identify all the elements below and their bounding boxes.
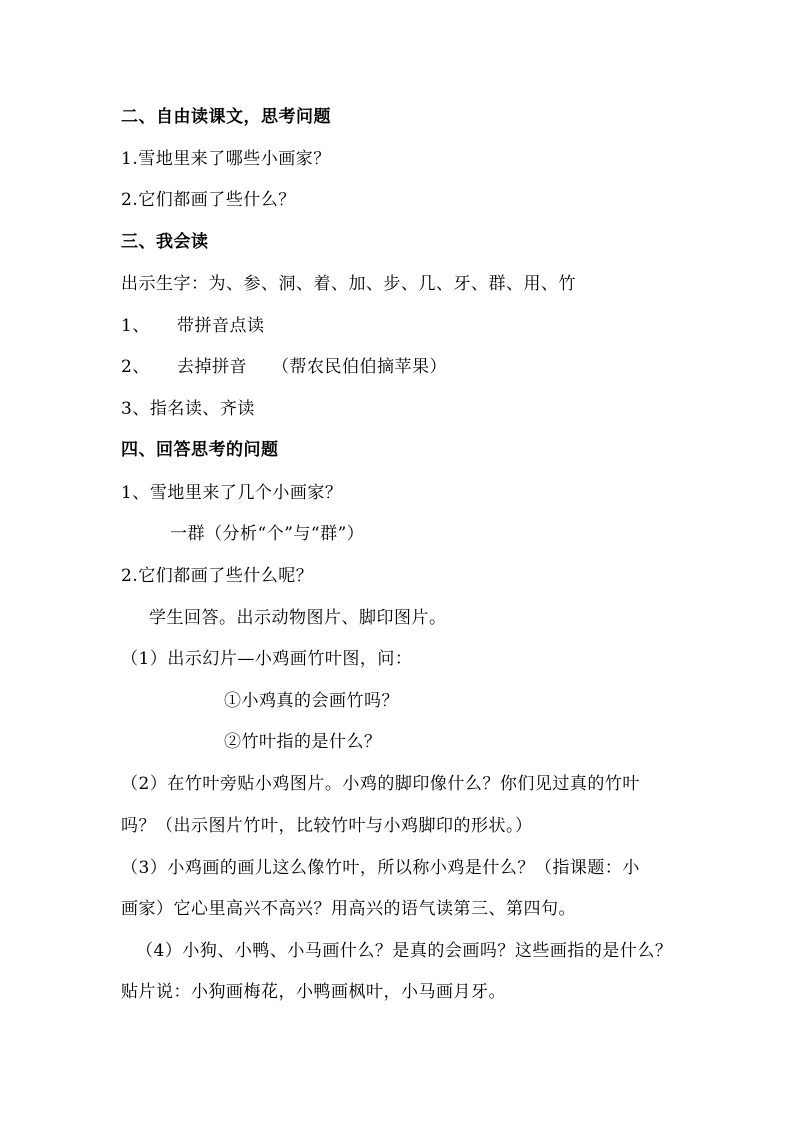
- paragraph-3-line-2: 画家）它心里高兴不高兴？用高兴的语气读第三、第四句。: [121, 899, 576, 919]
- paragraph-2-line-1: （2）在竹叶旁贴小鸡图片。小鸡的脚印像什么？你们见过真的竹叶: [121, 774, 640, 794]
- question-2: 2.它们都画了些什么？: [121, 190, 296, 210]
- paragraph-4-line-2: 贴片说：小狗画梅花，小鸭画枫叶，小马画月牙。: [121, 982, 506, 1002]
- paragraph-1-question-a: ①小鸡真的会画竹吗？: [224, 691, 399, 711]
- question-1: 1.雪地里来了哪些小画家？: [121, 149, 331, 169]
- paragraph-1-question-b: ②竹叶指的是什么？: [224, 732, 382, 752]
- section-heading-2: 二、自由读课文，思考问题: [121, 107, 331, 127]
- section-heading-4: 四、回答思考的问题: [121, 440, 279, 460]
- answer-question-1-response: 一群（分析“个”与“群”）: [170, 524, 365, 544]
- reading-step-2-text: 去掉拼音: [177, 357, 247, 377]
- reading-step-1-text: 带拼音点读: [177, 316, 265, 336]
- answer-question-2: 2.它们都画了些什么呢？: [121, 566, 314, 586]
- reading-step-2-number: 2、: [121, 357, 150, 377]
- paragraph-2-line-2: 吗？（出示图片竹叶，比较竹叶与小鸡脚印的形状。）: [121, 816, 533, 836]
- paragraph-4-line-1: （4）小狗、小鸭、小马画什么？是真的会画吗？这些画指的是什么？: [136, 941, 673, 961]
- answer-question-1: 1、雪地里来了几个小画家？: [121, 483, 343, 503]
- reading-step-3: 3、指名读、齐读: [121, 399, 255, 419]
- section-heading-3: 三、我会读: [121, 232, 209, 252]
- new-characters-line: 出示生字：为、参、洞、着、加、步、几、牙、群、用、竹: [121, 274, 576, 294]
- answer-question-2-response: 学生回答。出示动物图片、脚印图片。: [149, 608, 447, 628]
- paragraph-1: （1）出示幻片—小鸡画竹叶图，问：: [121, 649, 413, 669]
- paragraph-3-line-1: （3）小鸡画的画儿这么像竹叶，所以称小鸡是什么？（指课题：小: [121, 858, 640, 878]
- reading-step-1-number: 1、: [121, 316, 150, 336]
- reading-step-2-note: （帮农民伯伯摘苹果）: [272, 357, 447, 377]
